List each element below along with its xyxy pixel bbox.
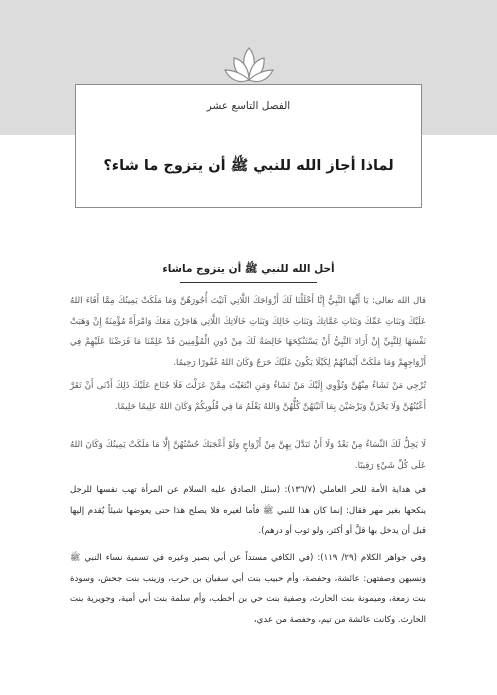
section-underline [180,282,317,283]
quran-verse-paragraph: لَا يَحِلُّ لَكَ النِّسَاءُ مِنْ بَعْدُ وَلَا أَنْ تَبَدَّلَ بِهِنَّ مِنْ أَزْوَاجٍ وَلَوْ أَعْجَبَكَ حُسْنُهُنَّ إِلَّا مَا مَلَكَتْ يَمِينُكَ وَكَانَ اللهُ عَلَى كُلِّ شَيْءٍ رَقِيبًا. [70,440,426,471]
lotus-ornament-icon [222,44,276,88]
quran-verse-paragraph: قال الله تعالى: يَا أَيُّهَا النَّبِيُّ إِنَّا أَحْلَلْنَا لَكَ أَزْوَاجَكَ اللَّاتِي آتَيْتَ أُجُورَهُنَّ وَمَا مَلَكَتْ يَمِينُكَ مِمَّا أَفَاءَ اللهُ عَلَيْكَ وَبَنَاتِ عَمِّكَ وَبَنَاتِ عَمَّاتِكَ وَبَنَاتِ خَالِكَ وَبَنَاتِ خَالَاتِكَ اللَّاتِي هَاجَرْنَ مَعَكَ وَامْرَأَةً مُؤْمِنَةً إِنْ وَهَبَتْ نَفْسَهَا لِلنَّبِيِّ إِنْ أَرَادَ النَّبِيُّ أَنْ يَسْتَنْكِحَهَا خَالِصَةً لَكَ مِنْ دُونِ الْمُؤْمِنِينَ قَدْ عَلِمْنَا مَا فَرَضْنَا عَلَيْهِمْ فِي أَزْوَاجِهِمْ وَمَا مَلَكَتْ أَيْمَانُهُمْ لِكَيْلَا يَكُونَ عَلَيْكَ حَرَجٌ وَكَانَ اللهُ غَفُورًا رَحِيمًا. [70,296,426,368]
hadith-paragraph: في هداية الأمة للحر العاملي (١٣٦/٧): (سئل الصادق عليه السلام عن المرأة تهب نفسها للرجل ينكحها بغير مهر فقال: إنما كان هذا للنبي ﷺ فأما لغيره فلا يصلح هذا حتى يعوضها شيئاً يُقدم إليها قبل أن يدخل بها قلَّ أو أكثر، ولو ثوب أو درهم). [70,485,426,536]
chapter-number: الفصل التاسع عشر [206,100,291,112]
chapter-title: لماذا أجاز الله للنبي ﷺ أن يتزوج ما شاء؟ [103,158,394,174]
quran-verse-paragraph: تُرْجِي مَنْ تَشَاءُ مِنْهُنَّ وَتُؤْوِي إِلَيْكَ مَنْ تَشَاءُ وَمَنِ ابْتَغَيْتَ مِمَّنْ عَزَلْتَ فَلَا جُنَاحَ عَلَيْكَ ذَلِكَ أَدْنَى أَنْ تَقَرَّ أَعْيُنُهُنَّ وَلَا يَحْزَنَّ وَيَرْضَيْنَ بِمَا آتَيْتَهُنَّ كُلُّهُنَّ وَاللهُ يَعْلَمُ مَا فِي قُلُوبِكُمْ وَكَانَ اللهُ عَلِيمًا حَلِيمًا. [70,381,426,412]
section-heading: أحل الله للنبي ﷺ أن يتزوج ماشاء [162,263,335,275]
hadith-paragraph: وفي جواهر الكلام (٢٩/ ١١٩): (في الكافي مسنداً عن أبي بصير وغيره في تسمية نساء النبي ﷺ ونسبهن وصفتهن: عائشة، وحفصة، وأم حبيب بنت أبي سفيان بن حرب، وزينب بنت جحش، وسودة بنت زمعة، وميمونة بنت الحارث، وصفية بنت حي بن أخطب، وأم سلمة بنت أبي أمية، وجويرية بنت الحارث. وكانت عائشة من تيم، وحفصة من عدي، [70,553,426,625]
